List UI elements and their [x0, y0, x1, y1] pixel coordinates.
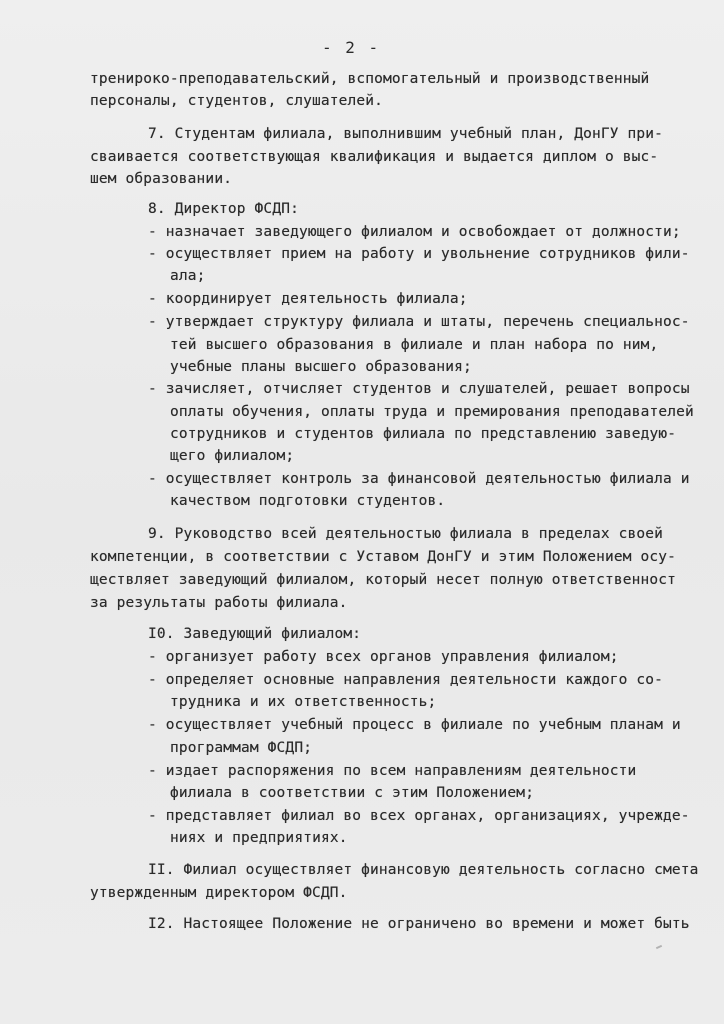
text-line: - утверждает структуру филиала и штаты, перечень специальнос-: [148, 314, 690, 330]
text-line: трудника и их ответственность;: [170, 694, 437, 710]
text-line: - осуществляет контроль за финансовой деятельностью филиала и: [148, 471, 690, 487]
text-line: I0. Заведующий филиалом:: [148, 626, 362, 642]
text-line: щего филиалом;: [170, 448, 295, 464]
text-line: сотрудников и студентов филиала по представлению заведую-: [170, 426, 677, 442]
text-line: шем образовании.: [90, 171, 233, 187]
text-line: персоналы, студентов, слушателей.: [90, 93, 384, 109]
text-line: тренироко-преподавательский, вспомогательный и производственный: [90, 71, 650, 87]
text-line: компетенции, в соответствии с Уставом ДонГУ и этим Положением осу-: [90, 549, 677, 565]
text-line: - зачисляет, отчисляет студентов и слушателей, решает вопросы: [148, 381, 690, 397]
text-line: за результаты работы филиала.: [90, 595, 348, 611]
text-line: утвержденным директором ФСДП.: [90, 885, 348, 901]
text-line: - определяет основные направления деятельности каждого со-: [148, 672, 664, 688]
text-line: тей высшего образования в филиале и план набора по ним,: [170, 337, 659, 353]
text-line: - назначает заведующего филиалом и освобождает от должности;: [148, 224, 681, 240]
text-line: оплаты обучения, оплаты труда и премирования преподавателей: [170, 404, 694, 420]
text-line: - организует работу всех органов управления филиалом;: [148, 649, 619, 665]
text-line: программам ФСДП;: [170, 740, 313, 756]
text-line: II. Филиал осуществляет финансовую деятельность согласно смета: [148, 862, 699, 878]
text-line: ществляет заведующий филиалом, который несет полную ответственност: [90, 572, 677, 588]
text-line: - издает распоряжения по всем направлениям деятельности: [148, 763, 637, 779]
text-line: - осуществляет прием на работу и увольнение сотрудников фили-: [148, 246, 690, 262]
text-line: ала;: [170, 268, 206, 284]
text-line: ниях и предприятиях.: [170, 830, 348, 846]
text-line: - координирует деятельность филиала;: [148, 291, 468, 307]
text-line: 9. Руководство всей деятельностью филиала в пределах своей: [148, 526, 664, 542]
text-line: - представляет филиал во всех органах, организациях, учрежде-: [148, 808, 690, 824]
text-line: сваивается соответствующая квалификация и выдается диплом о выс-: [90, 149, 659, 165]
text-line: - осуществляет учебный процесс в филиале по учебным планам и: [148, 717, 681, 733]
text-line: 8. Директор ФСДП:: [148, 201, 299, 217]
text-line: учебные планы высшего образования;: [170, 359, 472, 375]
text-line: I2. Настоящее Положение не ограничено во времени и может быть: [148, 916, 690, 932]
page-number: - 2 -: [322, 38, 381, 57]
text-line: филиала в соответствии с этим Положением;: [170, 785, 535, 801]
text-line: качеством подготовки студентов.: [170, 493, 446, 509]
text-line: 7. Студентам филиала, выполнившим учебный план, ДонГУ при-: [148, 126, 664, 142]
pen-mark: [656, 945, 662, 949]
